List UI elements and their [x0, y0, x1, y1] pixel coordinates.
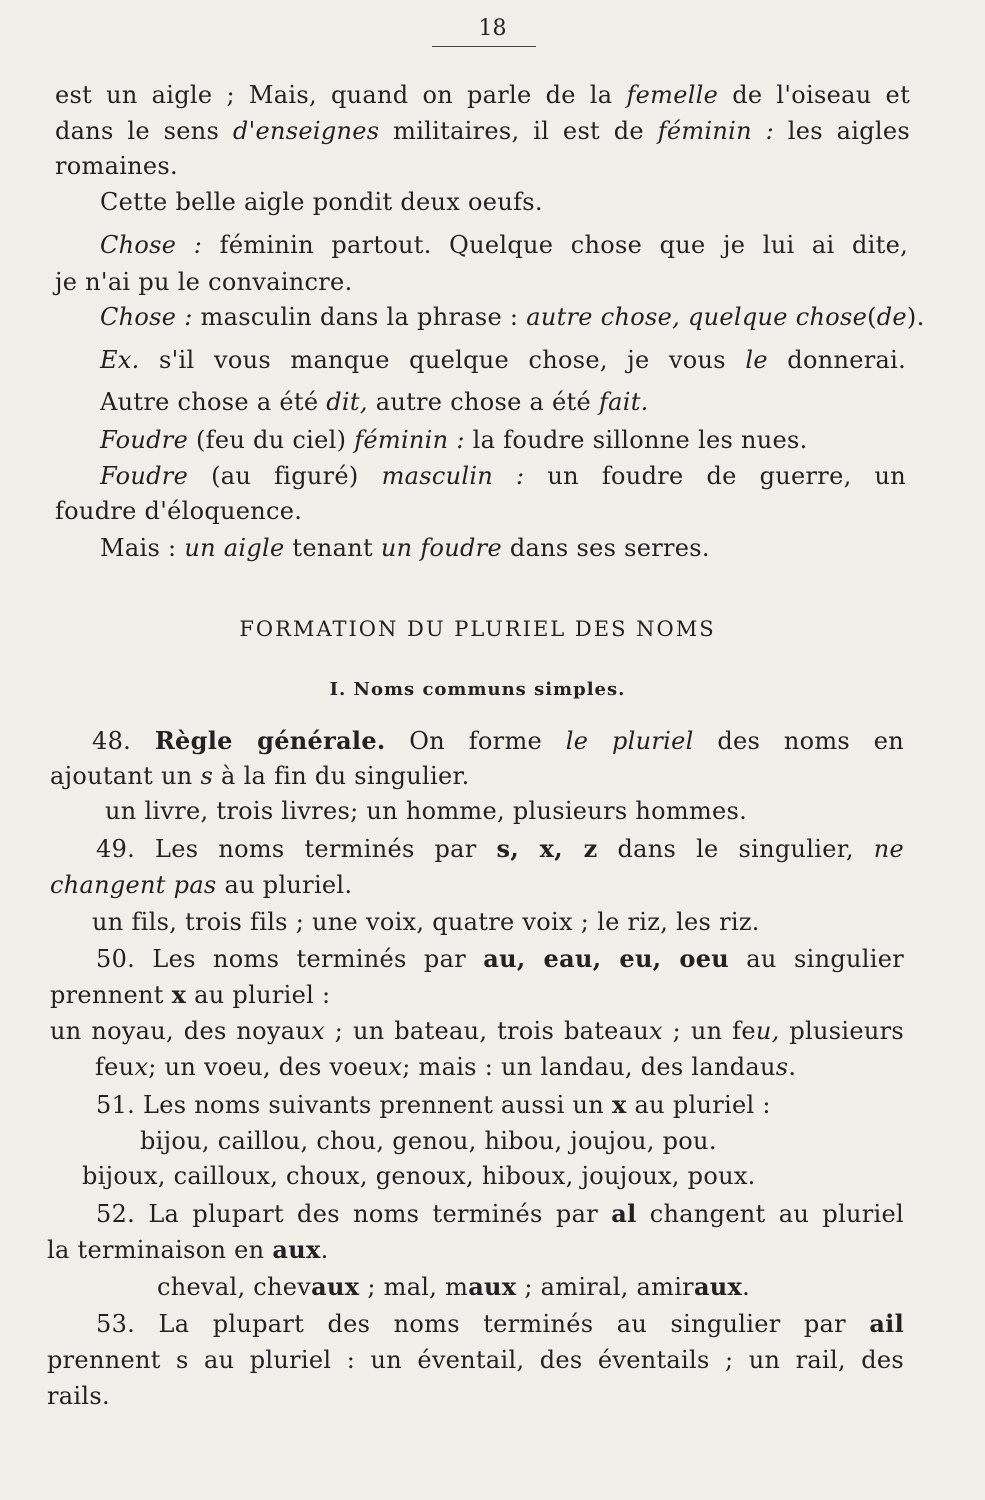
example-line: un livre, trois livres; un homme, plusieurs hommes. — [105, 797, 748, 825]
example-line: cheval, chevaux ; mal, maux ; amiral, amiraux. — [157, 1272, 751, 1301]
text-line: changent pas au pluriel. — [50, 871, 353, 899]
section-subheading: I. Noms communs simples. — [329, 679, 626, 700]
text-line: prennent s au pluriel : un éventail, des éventails ; un rail, des — [47, 1346, 904, 1374]
example-line: un noyau, des noyaux ; un bateau, trois bateaux ; un feu, plusieurs — [50, 1017, 905, 1045]
text-line: rails. — [47, 1382, 110, 1410]
text-line: Chose : masculin dans la phrase : autre chose, quelque chose(de). — [100, 303, 925, 331]
section-heading: FORMATION DU PLURIEL DES NOMS — [239, 617, 716, 641]
example-line: bijoux, cailloux, choux, genoux, hiboux, joujoux, poux. — [82, 1162, 756, 1190]
example-line: Mais : un aigle tenant un foudre dans ses serres. — [100, 534, 710, 562]
rule-52: 52. La plupart des noms terminés par al changent au pluriel — [96, 1199, 904, 1228]
text-line: la terminaison en aux. — [47, 1235, 329, 1264]
text-line: dans le sens d'enseignes militaires, il est de féminin : les aigles — [55, 117, 911, 145]
rule-49: 49. Les noms terminés par s, x, z dans le singulier, ne — [96, 834, 904, 863]
text-line: Chose : féminin partout. Quelque chose que je lui ai dite, — [100, 231, 908, 259]
text-line: Foudre (feu du ciel) féminin : la foudre sillonne les nues. — [100, 426, 808, 454]
rule-48: 48. Règle générale. On forme le pluriel des noms en — [92, 726, 905, 755]
page-number-rule — [432, 46, 536, 47]
example-line: Cette belle aigle pondit deux oeufs. — [100, 188, 543, 216]
rule-50: 50. Les noms terminés par au, eau, eu, oeu au singulier — [96, 944, 904, 973]
rule-51: 51. Les noms suivants prennent aussi un x au pluriel : — [96, 1090, 771, 1119]
text-line: je n'ai pu le convaincre. — [55, 268, 353, 296]
text-line: foudre d'éloquence. — [55, 497, 303, 525]
text-line: est un aigle ; Mais, quand on parle de la femelle de l'oiseau et — [55, 81, 911, 109]
example-line: Autre chose a été dit, autre chose a été fait. — [100, 388, 649, 416]
text-line: ajoutant un s à la fin du singulier. — [50, 762, 470, 790]
example-line: Ex. s'il vous manque quelque chose, je vous le donnerai. — [100, 346, 906, 374]
example-line: un fils, trois fils ; une voix, quatre voix ; le riz, les riz. — [92, 908, 760, 936]
text-line: romaines. — [55, 152, 178, 180]
example-line: bijou, caillou, chou, genou, hibou, joujou, pou. — [140, 1127, 717, 1155]
page-number: 18 — [478, 16, 507, 41]
text-line: Foudre (au figuré) masculin : un foudre de guerre, un — [100, 462, 906, 490]
example-line: feux; un voeu, des voeux; mais : un landau, des landaus. — [95, 1053, 797, 1081]
text-line: prennent x au pluriel : — [50, 980, 331, 1009]
rule-53: 53. La plupart des noms terminés au singulier par ail — [96, 1309, 904, 1338]
